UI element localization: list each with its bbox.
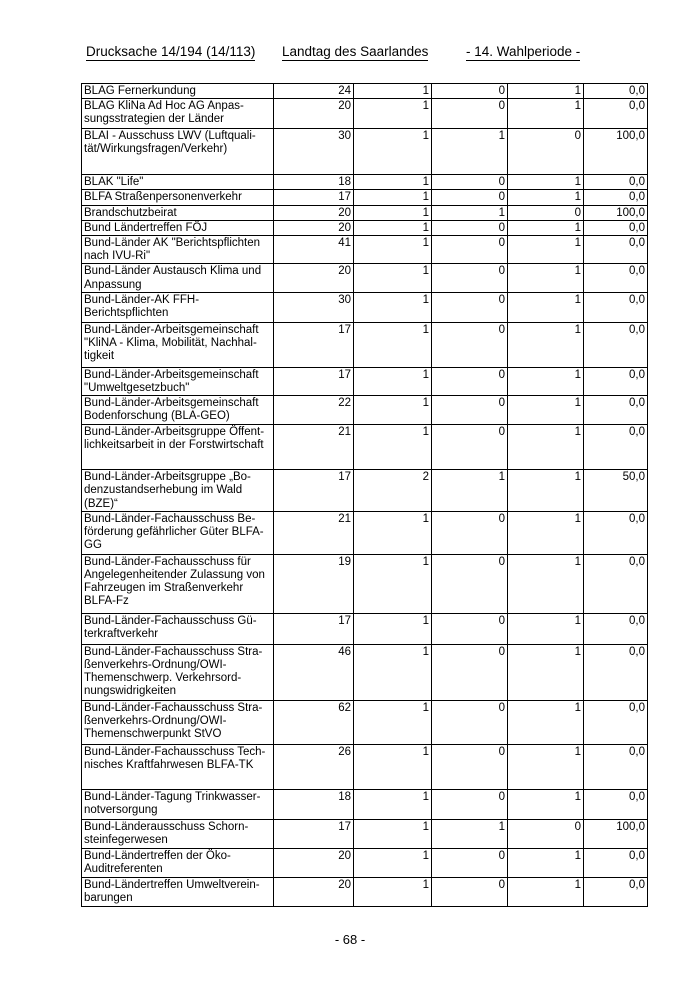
- attended-cell: 0: [432, 220, 508, 235]
- participants-cell: 17: [274, 819, 354, 848]
- participants-cell: 19: [274, 554, 354, 613]
- committee-name-cell: Bund-Länder-Arbeitsgemeinschaft Bodenforschung (BLA-GEO): [82, 396, 274, 425]
- committee-name-cell: Bund-Ländertreffen der Öko- Auditreferenten: [82, 848, 274, 877]
- document-number: Drucksache 14/194 (14/113): [86, 44, 256, 59]
- attended-cell: 0: [432, 511, 508, 554]
- percentage-cell: 0,0: [584, 744, 648, 789]
- committee-name-cell: Bund-Länder Austausch Klima und Anpassung: [82, 264, 274, 292]
- committee-name-cell: Bund-Länder-Arbeitsgruppe „Bo- denzustandserhebung im Wald (BZE)“: [82, 470, 274, 512]
- attended-cell: 0: [432, 744, 508, 789]
- committee-name-cell: Bund-Länder-Fachausschuss Stra- ßenverkehrs-Ordnung/OWI- Themenschwerpunkt StVO: [82, 700, 274, 744]
- not-attended-cell: 1: [508, 470, 584, 512]
- participants-cell: 26: [274, 744, 354, 789]
- parliament-name: Landtag des Saarlandes: [282, 44, 429, 59]
- count-cell: 1: [354, 322, 432, 367]
- participants-cell: 17: [274, 190, 354, 205]
- attended-cell: 1: [432, 470, 508, 512]
- count-cell: 2: [354, 470, 432, 512]
- participants-cell: 41: [274, 236, 354, 264]
- attended-cell: 0: [432, 644, 508, 700]
- participants-cell: 17: [274, 470, 354, 512]
- committee-name-cell: Bund-Länder-Fachausschuss Be- förderung gefährlicher Güter BLFA- GG: [82, 511, 274, 554]
- attended-cell: 0: [432, 292, 508, 322]
- count-cell: 1: [354, 554, 432, 613]
- percentage-cell: 0,0: [584, 554, 648, 613]
- not-attended-cell: 1: [508, 554, 584, 613]
- committee-name-cell: Brandschutzbeirat: [82, 205, 274, 220]
- participants-cell: 30: [274, 292, 354, 322]
- participants-cell: 20: [274, 205, 354, 220]
- count-cell: 1: [354, 264, 432, 292]
- not-attended-cell: 1: [508, 367, 584, 395]
- count-cell: 1: [354, 744, 432, 789]
- participants-cell: 20: [274, 99, 354, 129]
- count-cell: 1: [354, 84, 432, 99]
- committee-name-cell: Bund-Länder-Arbeitsgemeinschaft "KliNA - Klima, Mobilität, Nachhal- tigkeit: [82, 322, 274, 367]
- not-attended-cell: 1: [508, 220, 584, 235]
- percentage-cell: 0,0: [584, 292, 648, 322]
- count-cell: 1: [354, 220, 432, 235]
- attended-cell: 1: [432, 205, 508, 220]
- table-row: [82, 129, 648, 175]
- table-row: [82, 292, 648, 322]
- percentage-cell: 0,0: [584, 511, 648, 554]
- participants-cell: 21: [274, 511, 354, 554]
- table-row: [82, 367, 648, 395]
- count-cell: 1: [354, 819, 432, 848]
- committee-name-cell: Bund-Länder-Fachausschuss Tech- nisches Kraftfahrwesen BLFA-TK: [82, 744, 274, 789]
- percentage-cell: 50,0: [584, 470, 648, 512]
- count-cell: 1: [354, 511, 432, 554]
- participants-cell: 21: [274, 425, 354, 470]
- table-row: [82, 84, 648, 99]
- attended-cell: 0: [432, 848, 508, 877]
- attended-cell: 0: [432, 175, 508, 190]
- participants-cell: 22: [274, 396, 354, 425]
- percentage-cell: 0,0: [584, 175, 648, 190]
- participants-cell: 20: [274, 877, 354, 906]
- percentage-cell: 100,0: [584, 129, 648, 175]
- count-cell: 1: [354, 292, 432, 322]
- committee-name-cell: Bund-Länderausschuss Schorn- steinfegerwesen: [82, 819, 274, 848]
- attended-cell: 0: [432, 84, 508, 99]
- not-attended-cell: 1: [508, 190, 584, 205]
- count-cell: 1: [354, 425, 432, 470]
- table-row: [82, 425, 648, 470]
- committee-name-cell: Bund-Länder-AK FFH- Berichtspflichten: [82, 292, 274, 322]
- count-cell: 1: [354, 236, 432, 264]
- percentage-cell: 0,0: [584, 236, 648, 264]
- committee-name-cell: Bund-Ländertreffen Umweltverein- barungen: [82, 877, 274, 906]
- attended-cell: 0: [432, 789, 508, 819]
- count-cell: 1: [354, 367, 432, 395]
- table-row: [82, 819, 648, 848]
- not-attended-cell: 0: [508, 819, 584, 848]
- committee-name-cell: Bund Ländertreffen FÖJ: [82, 220, 274, 235]
- percentage-cell: 0,0: [584, 877, 648, 906]
- table-row: [82, 644, 648, 700]
- not-attended-cell: 1: [508, 789, 584, 819]
- attended-cell: 1: [432, 129, 508, 175]
- attended-cell: 0: [432, 554, 508, 613]
- page-header: [86, 44, 646, 64]
- table-row: [82, 744, 648, 789]
- table-row: [82, 470, 648, 512]
- not-attended-cell: 1: [508, 322, 584, 367]
- attended-cell: 0: [432, 322, 508, 367]
- table-row: [82, 264, 648, 292]
- not-attended-cell: 1: [508, 99, 584, 129]
- percentage-cell: 0,0: [584, 644, 648, 700]
- percentage-cell: 0,0: [584, 396, 648, 425]
- table-row: [82, 511, 648, 554]
- participants-cell: 18: [274, 789, 354, 819]
- committee-name-cell: Bund-Länder-Arbeitsgruppe Öffent- lichkeitsarbeit in der Forstwirtschaft: [82, 425, 274, 470]
- committee-name-cell: Bund-Länder-Fachausschuss für Angelegenheitender Zulassung von Fahrzeugen im Straßenverkehr BLFA-Fz: [82, 554, 274, 613]
- participants-cell: 18: [274, 175, 354, 190]
- not-attended-cell: 1: [508, 613, 584, 644]
- participants-cell: 24: [274, 84, 354, 99]
- percentage-cell: 100,0: [584, 819, 648, 848]
- count-cell: 1: [354, 644, 432, 700]
- committee-name-cell: Bund-Länder-Arbeitsgemeinschaft "Umweltgesetzbuch": [82, 367, 274, 395]
- percentage-cell: 0,0: [584, 425, 648, 470]
- not-attended-cell: 1: [508, 396, 584, 425]
- participants-cell: 17: [274, 322, 354, 367]
- percentage-cell: 0,0: [584, 848, 648, 877]
- count-cell: 1: [354, 99, 432, 129]
- attended-cell: 0: [432, 425, 508, 470]
- participants-cell: 20: [274, 220, 354, 235]
- participants-cell: 62: [274, 700, 354, 744]
- percentage-cell: 0,0: [584, 700, 648, 744]
- table-row: [82, 789, 648, 819]
- not-attended-cell: 1: [508, 84, 584, 99]
- committee-name-cell: BLAG Fernerkundung: [82, 84, 274, 99]
- table-row: [82, 99, 648, 129]
- table-row: [82, 205, 648, 220]
- count-cell: 1: [354, 396, 432, 425]
- table-row: [82, 220, 648, 235]
- percentage-cell: 0,0: [584, 322, 648, 367]
- committee-name-cell: BLAI - Ausschuss LWV (Luftquali- tät/Wirkungsfragen/Verkehr): [82, 129, 274, 175]
- participants-cell: 46: [274, 644, 354, 700]
- participants-cell: 20: [274, 264, 354, 292]
- percentage-cell: 100,0: [584, 205, 648, 220]
- table-row: [82, 700, 648, 744]
- not-attended-cell: 1: [508, 236, 584, 264]
- attended-cell: 0: [432, 264, 508, 292]
- committee-name-cell: Bund-Länder-Tagung Trinkwasser- notversorgung: [82, 789, 274, 819]
- attended-cell: 0: [432, 700, 508, 744]
- count-cell: 1: [354, 129, 432, 175]
- not-attended-cell: 1: [508, 425, 584, 470]
- count-cell: 1: [354, 848, 432, 877]
- attended-cell: 0: [432, 877, 508, 906]
- attended-cell: 0: [432, 396, 508, 425]
- legislative-period: - 14. Wahlperiode -: [466, 44, 581, 59]
- page-number: - 68 -: [334, 932, 366, 947]
- committee-name-cell: BLFA Straßenpersonenverkehr: [82, 190, 274, 205]
- not-attended-cell: 1: [508, 264, 584, 292]
- not-attended-cell: 1: [508, 877, 584, 906]
- percentage-cell: 0,0: [584, 84, 648, 99]
- table-row: [82, 236, 648, 264]
- committee-name-cell: BLAG KliNa Ad Hoc AG Anpas- sungsstrategien der Länder: [82, 99, 274, 129]
- participants-cell: 30: [274, 129, 354, 175]
- percentage-cell: 0,0: [584, 99, 648, 129]
- not-attended-cell: 1: [508, 511, 584, 554]
- table-row: [82, 554, 648, 613]
- table-row: [82, 396, 648, 425]
- participants-cell: 17: [274, 613, 354, 644]
- table-row: [82, 877, 648, 906]
- not-attended-cell: 1: [508, 644, 584, 700]
- not-attended-cell: 1: [508, 744, 584, 789]
- count-cell: 1: [354, 877, 432, 906]
- committee-name-cell: Bund-Länder-Fachausschuss Gü- terkraftverkehr: [82, 613, 274, 644]
- table-row: [82, 175, 648, 190]
- not-attended-cell: 0: [508, 205, 584, 220]
- attended-cell: 0: [432, 367, 508, 395]
- attended-cell: 0: [432, 190, 508, 205]
- not-attended-cell: 1: [508, 175, 584, 190]
- count-cell: 1: [354, 205, 432, 220]
- percentage-cell: 0,0: [584, 264, 648, 292]
- percentage-cell: 0,0: [584, 367, 648, 395]
- percentage-cell: 0,0: [584, 789, 648, 819]
- count-cell: 1: [354, 175, 432, 190]
- table-row: [82, 613, 648, 644]
- committee-table: [81, 83, 648, 907]
- table-body: [82, 84, 648, 907]
- table-row: [82, 322, 648, 367]
- percentage-cell: 0,0: [584, 220, 648, 235]
- not-attended-cell: 1: [508, 292, 584, 322]
- count-cell: 1: [354, 789, 432, 819]
- attended-cell: 0: [432, 99, 508, 129]
- participants-cell: 17: [274, 367, 354, 395]
- attended-cell: 0: [432, 236, 508, 264]
- table-row: [82, 190, 648, 205]
- not-attended-cell: 0: [508, 129, 584, 175]
- count-cell: 1: [354, 613, 432, 644]
- participants-cell: 20: [274, 848, 354, 877]
- not-attended-cell: 1: [508, 700, 584, 744]
- not-attended-cell: 1: [508, 848, 584, 877]
- count-cell: 1: [354, 700, 432, 744]
- committee-name-cell: Bund-Länder AK "Berichtspflichten nach IVU-Ri": [82, 236, 274, 264]
- committee-name-cell: Bund-Länder-Fachausschuss Stra- ßenverkehrs-Ordnung/OWI- Themenschwerp. Verkehrsord- nungswidrigkeiten: [82, 644, 274, 700]
- attended-cell: 1: [432, 819, 508, 848]
- count-cell: 1: [354, 190, 432, 205]
- table-row: [82, 848, 648, 877]
- percentage-cell: 0,0: [584, 190, 648, 205]
- committee-name-cell: BLAK "Life": [82, 175, 274, 190]
- percentage-cell: 0,0: [584, 613, 648, 644]
- attended-cell: 0: [432, 613, 508, 644]
